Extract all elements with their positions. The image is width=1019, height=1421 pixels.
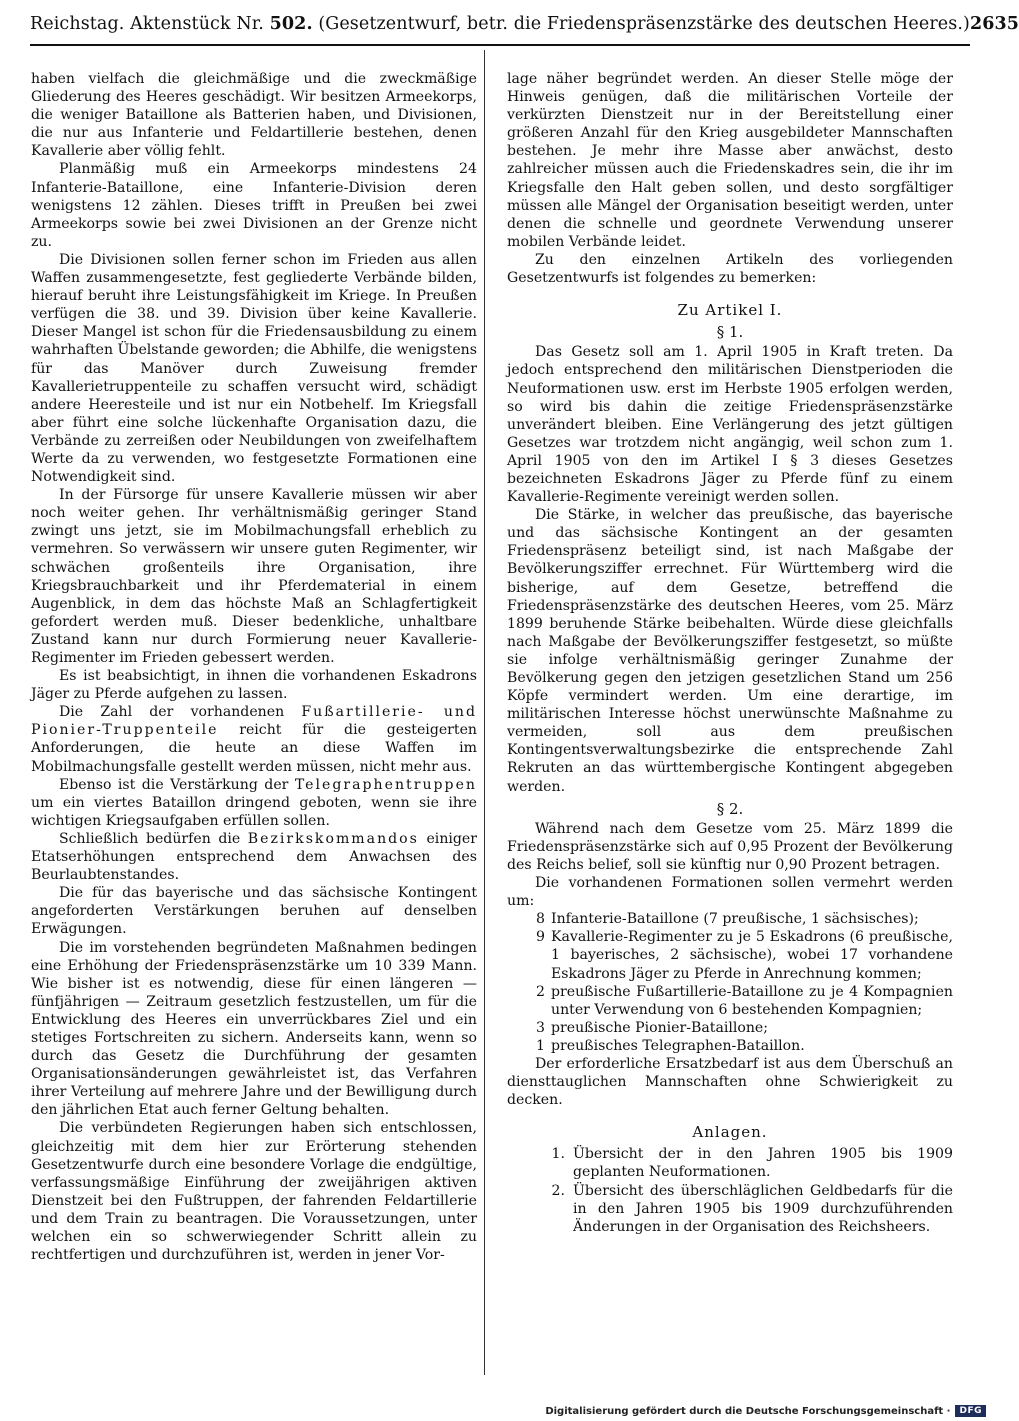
spaced-term: Bezirkskommandos	[247, 830, 419, 847]
section-heading: § 2.	[716, 799, 744, 818]
paragraph: Die verbündeten Regierungen haben sich entschlossen, gleichzeitig mit dem hier zur Erörterung stehenden Gesetzentwurfe durch eine besondere Vorlage die endgültige, verfassungsmäßige Einführung der zweijährigen aktiven Dienstzeit bei den Fußtruppen, der fahrenden Feldartillerie und dem Train zu beantragen. Die Voraussetzungen, unter welchen ein so schwerwiegender Schritt allein zu rechtfertigen und durchzuführen ist, werden in jener Vor-	[31, 1120, 477, 1264]
paragraph	[31, 703, 477, 775]
article-heading: Zu Artikel I.	[677, 301, 783, 320]
list-text: Kavallerie-Regimenter zu je 5 Eskadrons (6 preußische, 1 bayerisches, 2 sächsische), wobei 17 vorhandene Eskadrons Jäger zu Pferde in Anrechnung kommen;	[551, 929, 953, 982]
text-run: Ebenso ist die Verstärkung der	[59, 776, 295, 793]
list-item	[507, 1037, 953, 1055]
paragraph: Es ist beabsichtigt, in ihnen die vorhandenen Eskadrons Jäger zu Pferde aufgehen zu lassen.	[31, 668, 477, 703]
paragraph: Die vorhandenen Formationen sollen vermehrt werden um:	[507, 875, 953, 910]
paragraph: Das Gesetz soll am 1. April 1905 in Kraft treten. Da jedoch entsprechend den militärischen Dienstperioden die Neuformationen usw. erst im Herbste 1905 erfolgen werden, so wird bis dahin die zeitige Friedenspräsenzstärke unverändert bleiben. Eine Verlängerung des jetzt gültigen Gesetzes war trotzdem nicht angängig, weil schon zum 1. April 1905 von den im Artikel I § 3 dieses Gesetzes bezeichneten Eskadrons Jäger zu Pferde fünf zu einem Kavallerie-Regimente vereinigt werden sollen.	[507, 344, 953, 506]
spaced-term: Fußartillerie- und Pionier-Truppenteile	[31, 704, 477, 739]
running-head	[30, 14, 1019, 44]
list-text: Übersicht des überschläglichen Geldbedarfs für die in den Jahren 1905 bis 1909 durchzuführenden Änderungen in der Organisation des Reichsheers.	[573, 1182, 953, 1235]
text-run: Schließlich bedürfen die	[59, 830, 248, 847]
credit-text: Digitalisierung gefördert durch die Deutsche Forschungsgemeinschaft ·	[545, 1405, 951, 1417]
list-number: 9	[536, 929, 545, 946]
paragraph: Der erforderliche Ersatzbedarf ist aus dem Überschuß an diensttauglichen Mannschaften ohne Schwierigkeit zu decken.	[507, 1055, 953, 1109]
spaced-term: Telegraphentruppen	[294, 776, 477, 793]
paragraph: Die Divisionen sollen ferner schon im Frieden aus allen Waffen zusammengesetzte, fest gegliederte Verbände bilden, hierauf beruht ihre Leistungsfähigkeit im Kriege. In Preußen verfügen die 38. und 39. Division über keine Kavallerie. Dieser Mangel ist schon für die Friedensausbildung zu einem wahrhaften Übelstande geworden; die Abhilfe, die wenigstens für das Manöver durch Zuweisung fremder Kavallerietruppenteile zu schaffen versucht wird, schädigt andere Heeresteile und ist nur ein Notbehelf. Im Kriegsfall aber führt eine solche lückenhafte Organisation dazu, die Verbände zu zerreißen oder Neubildungen von zweifelhaftem Werte da zu verwenden, wo festgesetzte Formationen eine Notwendigkeit sind.	[31, 251, 477, 486]
text-run: reicht für die gesteigerten Anforderungen, die heute an diese Waffen im Mobilmachungsfalle gestellt werden müssen, nicht mehr aus.	[31, 722, 477, 775]
column-divider	[484, 50, 485, 1375]
list-item	[507, 1182, 953, 1236]
page-number: 2635	[969, 14, 1019, 34]
list-number: 3	[536, 1019, 545, 1036]
paragraph: Während nach dem Gesetze vom 25. März 1899 die Friedenspräsenzstärke sich auf 0,95 Prozent der Bevölkerung des Reichs belief, soll sie künftig nur 0,90 Prozent betragen.	[507, 820, 953, 873]
paragraph: Planmäßig muß ein Armeekorps mindestens 24 Infanterie-Bataillone, eine Infanterie-Division deren wenigstens 12 zählen. Dieses trifft in Preußen bei zwei Armeekorps sowie bei zwei Divisionen an der Grenze nicht zu.	[31, 161, 477, 250]
header-rule	[30, 44, 970, 46]
list-item	[507, 928, 953, 982]
list-text: Übersicht der in den Jahren 1905 bis 1909 geplanten Neuformationen.	[573, 1146, 953, 1181]
paragraph: Die Stärke, in welcher das preußische, das bayerische und das sächsische Kontingent an der gesamten Friedenspräsenz beteiligt sind, ist nach Maßgabe der Bevölkerungsziffer errechnet. Für Württemberg wird die bisherige, auf dem Gesetze, betreffend die Friedenspräsenzstärke des deutschen Heeres, vom 25. März 1899 beruhende Stärke beibehalten. Würde diese gleichfalls nach Maßgabe der Bevölkerungsziffer festgesetzt, so müßte sie infolge verhältnismäßig geringer Zunahme der Bevölkerung gegen den jetzigen gesetzlichen Stand um 256 Köpfe vermindert werden. Um eine derartige, im militärischen Interesse höchst unerwünschte Maßnahme zu vermeiden, soll aus dem preußischen Kontingentsverwaltungsbezirke die entsprechende Zahl Rekruten an das württembergische Kontingent abgegeben werden.	[507, 507, 953, 795]
paragraph	[31, 830, 477, 884]
document-number: 502.	[269, 14, 313, 34]
list-item	[507, 1145, 953, 1181]
list-item	[507, 983, 953, 1019]
running-title	[30, 14, 970, 34]
text-run: einiger Etatserhöhungen entsprechend dem Anwachsen des Beurlaubtenstandes.	[31, 830, 478, 884]
list-number: 8	[536, 911, 545, 928]
list-text: Infanterie-Bataillone (7 preußische, 1 sächsisches);	[551, 911, 919, 928]
digitization-credit	[545, 1404, 986, 1418]
appendix-heading: Anlagen.	[692, 1123, 768, 1142]
right-column	[507, 70, 953, 1236]
paragraph: lage näher begründet werden. An dieser Stelle möge der Hinweis genügen, daß die militärischen Vorteile der verkürzten Dienstzeit nur in der Bereitstellung einer größeren Anzahl für den Krieg ausgebildeter Mannschaften bestehen. Je mehr ihre Masse aber anwächst, desto zahlreicher müssen auch die Friedenskadres sein, die ihr im Kriegsfalle den Halt geben sollen, und desto sorgfältiger müssen alle Mängel der Organisation beseitigt werden, unter denen die schnelle und geordnete Verwendung unserer mobilen Verbände leidet.	[507, 71, 953, 250]
list-text: preußische Fußartillerie-Bataillone zu je 4 Kompagnien unter Verwendung von 6 bestehenden Kompagnien;	[551, 983, 953, 1018]
list-number: 1.	[551, 1146, 565, 1163]
title-prefix: Reichstag. Aktenstück Nr.	[30, 14, 264, 34]
list-number: 1	[536, 1037, 545, 1054]
list-text: preußische Pionier-Bataillone;	[551, 1019, 769, 1036]
paragraph: Die für das bayerische und das sächsische Kontingent angeforderten Verstärkungen beruhen auf denselben Erwägungen.	[31, 885, 477, 938]
paragraph	[31, 776, 477, 830]
paragraph: Die im vorstehenden begründeten Maßnahmen bedingen eine Erhöhung der Friedenspräsenzstärke um 10 339 Mann. Wie bisher ist es notwendig, diese für einen längeren — fünfjährigen — Zeitraum gesetzlich festzustellen, um für die Entwicklung des Heeres ein unverrückbares Ziel und ein stetiges Fortschreiten zu sichern. Anderseits kann, wenn so durch das Gesetz die Durchführung der gesamten Organisationsänderungen gewährleistet ist, das Verfahren ihrer Verteilung auf mehrere Jahre und der Bewilligung durch den jährlichen Etat auch ferner Geltung behalten.	[31, 939, 477, 1119]
paragraph: Zu den einzelnen Artikeln des vorliegenden Gesetzentwurfs ist folgendes zu bemerken:	[507, 251, 953, 287]
list-number: 2.	[551, 1182, 565, 1199]
formations-list	[507, 910, 953, 1055]
title-suffix: (Gesetzentwurf, betr. die Friedenspräsenzstärke des deutschen Heeres.)	[318, 14, 970, 34]
list-text: preußisches Telegraphen-Bataillon.	[551, 1037, 805, 1054]
paragraph: haben vielfach die gleichmäßige und die zweckmäßige Gliederung des Heeres geschädigt. Wir besitzen Armeekorps, die weniger Bataillone als Batterien haben, und Divisionen, die nur aus Infanterie und Feldartillerie bestehen, denen Kavallerie aber völlig fehlt.	[31, 71, 477, 160]
text-run: Die Zahl der vorhandenen	[59, 704, 302, 721]
list-item	[507, 1019, 953, 1037]
section-heading: § 1.	[716, 323, 744, 342]
list-number: 2	[536, 983, 545, 1000]
text-run: um ein viertes Bataillon dringend geboten, wenn sie ihre wichtigen Kriegsaufgaben erfüllen sollen.	[31, 794, 477, 829]
list-item	[507, 910, 953, 928]
appendix-list	[507, 1145, 953, 1235]
paragraph: In der Fürsorge für unsere Kavallerie müssen wir aber noch weiter gehen. Ihr verhältnismäßig geringer Stand zwingt uns jetzt, sie im Mobilmachungsfall erheblich zu vermehren. So verwässern wir unsere guten Regimenter, wir schwächen großenteils ihre Organisation, ihre Kriegsbrauchbarkeit und ihr Pferdematerial in einem Augenblick, in dem das höchste Maß an Schlagfertigkeit gefordert werden muß. Dieser bedenkliche, unhaltbare Zustand kann nur durch Formierung neuer Kavallerie-Regimenter im Frieden gebessert werden.	[31, 487, 477, 666]
left-column	[31, 70, 477, 1264]
dfg-logo: DFG	[955, 1405, 986, 1417]
